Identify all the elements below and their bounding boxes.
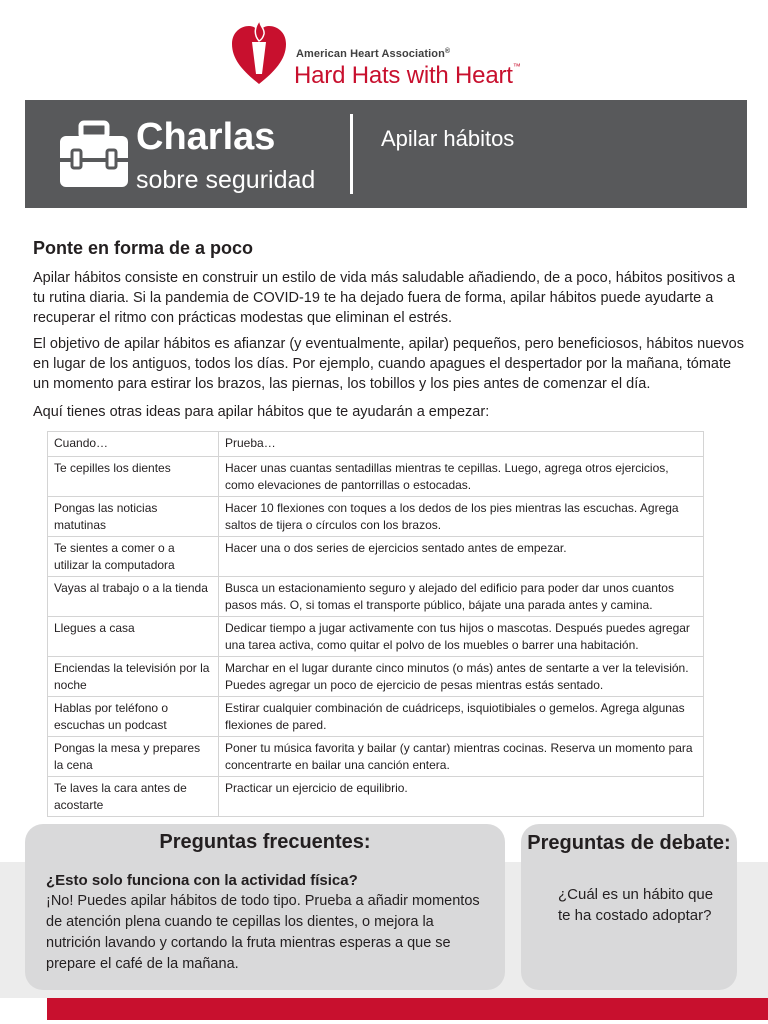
banner-subtitle: sobre seguridad xyxy=(136,166,316,194)
table-row xyxy=(48,457,704,497)
table-row xyxy=(48,657,704,697)
organization-name: American Heart Association® xyxy=(296,48,451,60)
banner-topic: Apilar hábitos xyxy=(381,126,515,151)
intro-paragraph: Apilar hábitos consiste en construir un estilo de vida más saludable añadiendo, de a poco, hábitos positivos a tu rutina diaria. Si la pandemia de COVID-19 te ha dejado fuera de forma, apilar hábitos puede ayudarte a recuperar el ritmo con prácticas modestas que eliminan el estrés. xyxy=(33,270,736,326)
table-cell-try: Hacer una o dos series de ejercicios sentado antes de empezar. xyxy=(219,537,704,577)
table-row xyxy=(48,697,704,737)
debate-box xyxy=(521,824,737,990)
faq-box xyxy=(25,824,505,990)
header-prueba: Prueba… xyxy=(219,432,704,457)
ideas-intro-paragraph: Aquí tienes otras ideas para apilar hábitos que te ayudarán a empezar: xyxy=(33,404,490,420)
table-cell-try: Dedicar tiempo a jugar activamente con tus hijos o mascotas. Después puedes agregar una tarea activa, como quitar el polvo de los muebles o barrer una habitación. xyxy=(219,617,704,657)
debate-question: ¿Cuál es un hábito que te ha costado adoptar? xyxy=(558,886,714,924)
table-cell-when: Enciendas la televisión por la noche xyxy=(48,657,219,697)
toolbox-icon xyxy=(57,120,131,190)
table-row xyxy=(48,497,704,537)
faq-title: Preguntas frecuentes: xyxy=(159,831,371,853)
table-header-row xyxy=(48,432,704,457)
banner-divider xyxy=(350,114,353,194)
table-row xyxy=(48,537,704,577)
table-cell-when: Pongas las noticias matutinas xyxy=(48,497,219,537)
debate-title: Preguntas de debate: xyxy=(527,832,731,854)
table-cell-try: Practicar un ejercicio de equilibrio. xyxy=(219,777,704,817)
table-cell-try: Busca un estacionamiento seguro y alejado del edificio para poder dar unos cuantos pasos más. O, si tomas el transporte público, bájate una parada antes y camina. xyxy=(219,577,704,617)
table-cell-when: Llegues a casa xyxy=(48,617,219,657)
table-cell-when: Te laves la cara antes de acostarte xyxy=(48,777,219,817)
table-cell-when: Te sientes a comer o a utilizar la computadora xyxy=(48,537,219,577)
faq-question: ¿Esto solo funciona con la actividad física? xyxy=(46,872,358,889)
section-heading: Ponte en forma de a poco xyxy=(33,238,254,258)
habit-ideas-table xyxy=(47,431,704,817)
table-cell-try: Marchar en el lugar durante cinco minutos (o más) antes de sentarte a ver la televisión. Puedes agregar un poco de ejercicio de pesas mientras estás sentado. xyxy=(219,657,704,697)
table-cell-try: Estirar cualquier combinación de cuádriceps, isquiotibiales o gemelos. Agrega algunas flexiones de pared. xyxy=(219,697,704,737)
header-cuando: Cuando… xyxy=(48,432,219,457)
program-name: Hard Hats with Heart™ xyxy=(294,62,521,89)
table-cell-when: Te cepilles los dientes xyxy=(48,457,219,497)
table-row xyxy=(48,617,704,657)
banner-title: Charlas xyxy=(136,116,276,158)
table-cell-when: Vayas al trabajo o a la tienda xyxy=(48,577,219,617)
table-cell-when: Hablas por teléfono o escuchas un podcast xyxy=(48,697,219,737)
table-row xyxy=(48,777,704,817)
goal-paragraph: El objetivo de apilar hábitos es afianzar (y eventualmente, apilar) pequeños, pero beneficiosos, hábitos nuevos en lugar de los antiguos, todos los días. Por ejemplo, cuando apagues el despertador por la mañana, tómate un momento para estirar los brazos, las piernas, los tobillos y los pies antes de comenzar el día. xyxy=(33,336,744,392)
aha-logo xyxy=(230,14,550,90)
title-banner xyxy=(25,100,747,208)
faq-answer: ¡No! Puedes apilar hábitos de todo tipo. Prueba a añadir momentos de atención plena cuando te cepillas los dientes, o mejora la nutrición lavando y cortando la fruta mientras esperas a que se prepare el café de la mañana. xyxy=(46,893,480,972)
table-cell-try: Hacer 10 flexiones con toques a los dedos de los pies mientras las escuchas. Agrega saltos de tijera o círculos con los brazos. xyxy=(219,497,704,537)
footer-red-bar xyxy=(47,998,768,1020)
table-row xyxy=(48,577,704,617)
table-cell-try: Poner tu música favorita y bailar (y cantar) mientras cocinas. Reserva un momento para concentrarte en bailar una canción entera. xyxy=(219,737,704,777)
table-cell-try: Hacer unas cuantas sentadillas mientras te cepillas. Luego, agrega otros ejercicios, como elevaciones de pantorrillas o estocadas. xyxy=(219,457,704,497)
table-cell-when: Pongas la mesa y prepares la cena xyxy=(48,737,219,777)
table-row xyxy=(48,737,704,777)
heart-torch-icon xyxy=(230,14,288,88)
